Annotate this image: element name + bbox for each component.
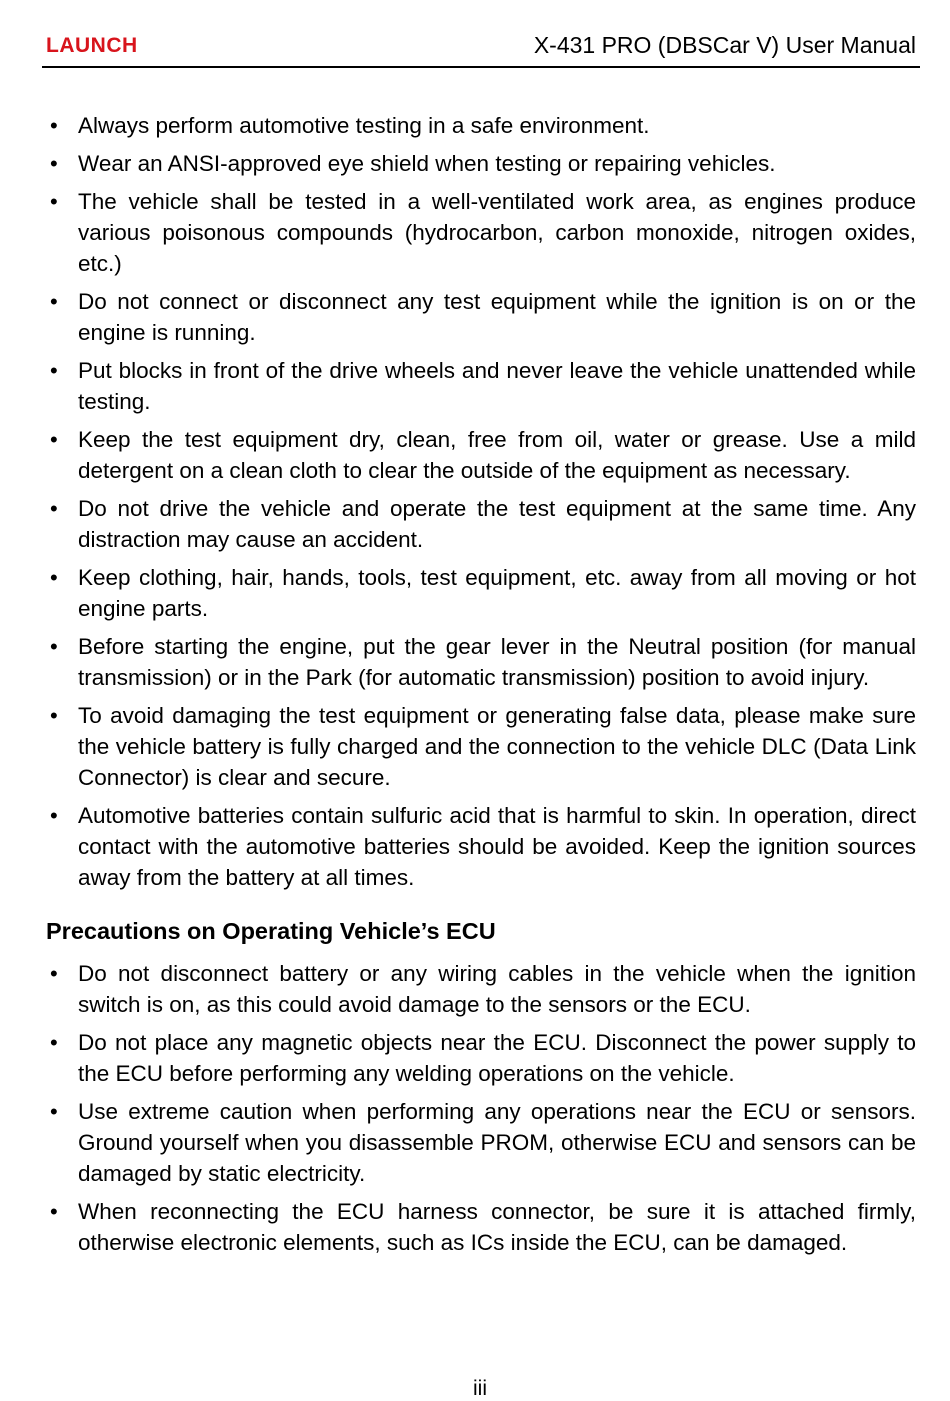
list-item: [46, 1196, 916, 1258]
bullet-icon: •: [50, 427, 58, 452]
page-content: [46, 110, 916, 1265]
section-heading: Precautions on Operating Vehicle’s ECU: [46, 918, 496, 944]
list-item-text: To avoid damaging the test equipment or generating false data, please make sure the vehicle battery is fully charged and the connection to the vehicle DLC (Data Link Connector) is clear and secure.: [78, 703, 916, 790]
list-item: [46, 355, 916, 417]
safety-bullet-list: [46, 110, 916, 893]
bullet-icon: •: [50, 1199, 58, 1224]
list-item: [46, 562, 916, 624]
bullet-icon: •: [50, 189, 58, 214]
bullet-icon: •: [50, 1099, 58, 1124]
list-item: [46, 631, 916, 693]
list-item-text: Use extreme caution when performing any operations near the ECU or sensors. Ground yourself when you disassemble PROM, otherwise ECU and sensors can be damaged by static electricity.: [78, 1099, 916, 1186]
list-item: [46, 1027, 916, 1089]
list-item: [46, 493, 916, 555]
bullet-icon: •: [50, 1030, 58, 1055]
bullet-icon: •: [50, 961, 58, 986]
list-item-text: Automotive batteries contain sulfuric acid that is harmful to skin. In operation, direct contact with the automotive batteries should be avoided. Keep the ignition sources away from the battery at all times.: [78, 803, 916, 890]
list-item: [46, 958, 916, 1020]
list-item: [46, 148, 916, 179]
bullet-icon: •: [50, 151, 58, 176]
list-item-text: Do not drive the vehicle and operate the test equipment at the same time. Any distraction may cause an accident.: [78, 496, 916, 552]
list-item-text: Always perform automotive testing in a safe environment.: [78, 113, 650, 138]
list-item-text: Keep clothing, hair, hands, tools, test equipment, etc. away from all moving or hot engine parts.: [78, 565, 916, 621]
list-item-text: Do not disconnect battery or any wiring cables in the vehicle when the ignition switch is on, as this could avoid damage to the sensors or the ECU.: [78, 961, 916, 1017]
list-item-text: The vehicle shall be tested in a well-ventilated work area, as engines produce various poisonous compounds (hydrocarbon, carbon monoxide, nitrogen oxides, etc.): [78, 189, 916, 276]
ecu-bullet-list: [46, 958, 916, 1258]
list-item-text: Keep the test equipment dry, clean, free from oil, water or grease. Use a mild detergent on a clean cloth to clear the outside of the equipment as necessary.: [78, 427, 916, 483]
list-item: [46, 286, 916, 348]
list-item: [46, 186, 916, 279]
page-header: [42, 30, 920, 68]
bullet-icon: •: [50, 113, 58, 138]
bullet-icon: •: [50, 358, 58, 383]
bullet-icon: •: [50, 565, 58, 590]
list-item-text: Wear an ANSI-approved eye shield when testing or repairing vehicles.: [78, 151, 776, 176]
list-item-text: When reconnecting the ECU harness connector, be sure it is attached firmly, otherwise electronic elements, such as ICs inside the ECU, can be damaged.: [78, 1199, 916, 1255]
bullet-icon: •: [50, 703, 58, 728]
list-item: [46, 700, 916, 793]
list-item-text: Do not connect or disconnect any test equipment while the ignition is on or the engine is running.: [78, 289, 916, 345]
bullet-icon: •: [50, 634, 58, 659]
bullet-icon: •: [50, 803, 58, 828]
page-number: iii: [473, 1377, 487, 1400]
list-item-text: Before starting the engine, put the gear lever in the Neutral position (for manual transmission) or in the Park (for automatic transmission) position to avoid injury.: [78, 634, 916, 690]
list-item-text: Put blocks in front of the drive wheels and never leave the vehicle unattended while testing.: [78, 358, 916, 414]
list-item: [46, 424, 916, 486]
manual-title: X-431 PRO (DBSCar V) User Manual: [533, 32, 916, 58]
list-item-text: Do not place any magnetic objects near the ECU. Disconnect the power supply to the ECU before performing any welding operations on the vehicle.: [78, 1030, 916, 1086]
list-item: [46, 110, 916, 141]
list-item: [46, 800, 916, 893]
list-item: [46, 1096, 916, 1189]
bullet-icon: •: [50, 496, 58, 521]
bullet-icon: •: [50, 289, 58, 314]
launch-logo: LAUNCH: [46, 34, 138, 57]
